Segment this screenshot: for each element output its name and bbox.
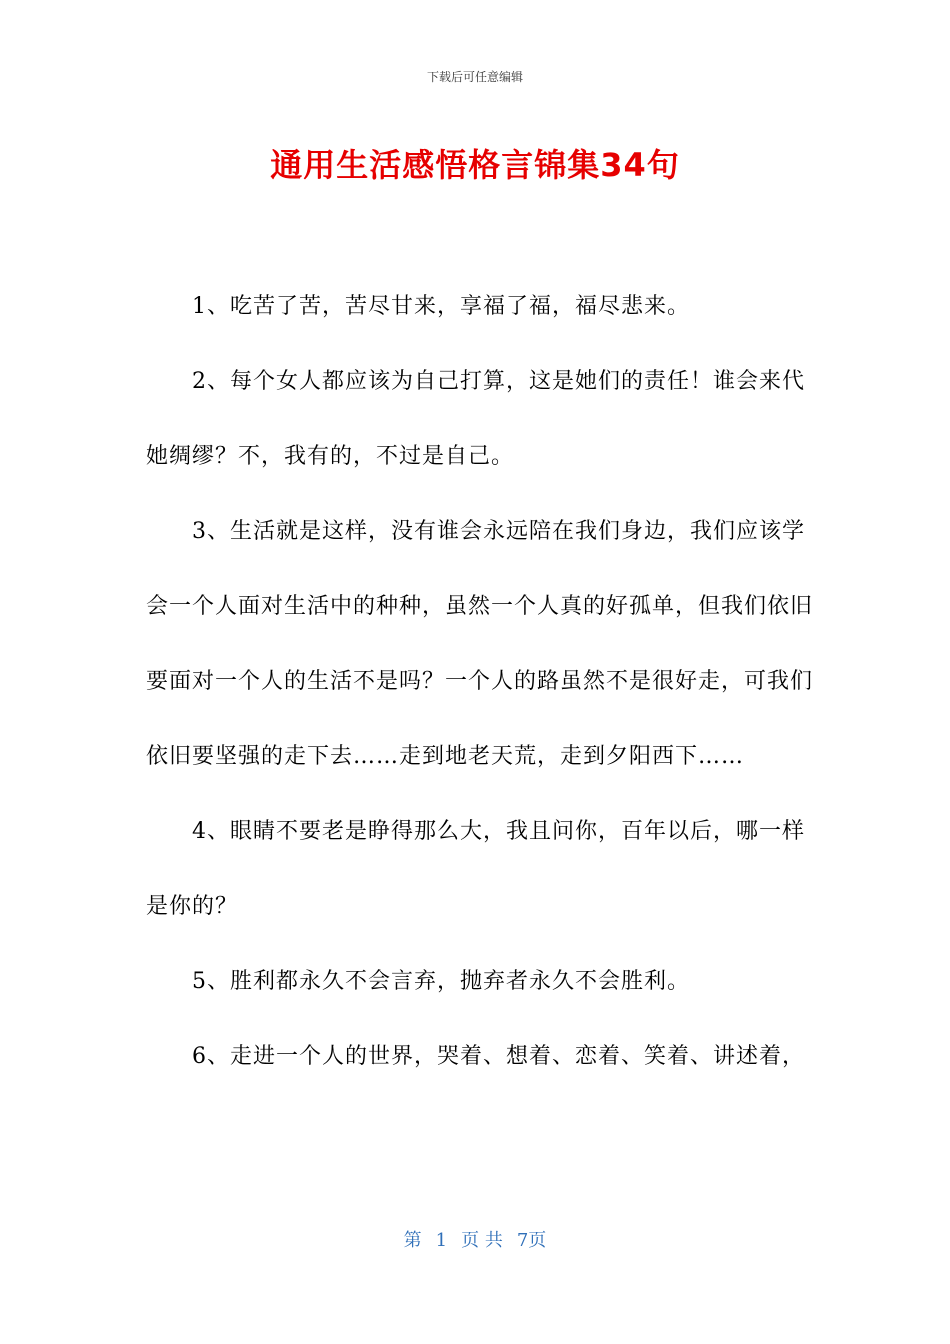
- page-footer: [0, 1226, 950, 1252]
- paragraph-2: 2、每个女人都应该为自己打算，这是她们的责任！谁会来代她绸缪？不，我有的，不过是自己。: [146, 369, 805, 469]
- document-body: [146, 269, 816, 1094]
- document-title: 通用生活感悟格言锦集34句: [270, 146, 680, 184]
- paragraph-6: 6、走进一个人的世界，哭着、想着、恋着、笑着、讲述着，: [192, 1044, 805, 1069]
- paragraph-4: 4、眼睛不要老是睁得那么大，我且问你，百年以后，哪一样是你的？: [146, 819, 805, 919]
- footer-middle: 页 共: [461, 1230, 503, 1251]
- paragraph-1: 1、吃苦了苦，苦尽甘来，享福了福，福尽悲来。: [192, 294, 690, 319]
- header-note: 下载后可任意编辑: [426, 70, 523, 84]
- footer-current-page: 1: [435, 1230, 448, 1251]
- paragraph-5: 5、胜利都永久不会言弃，抛弃者永久不会胜利。: [192, 969, 690, 994]
- footer-prefix: 第: [403, 1230, 422, 1251]
- paragraph-3: 3、生活就是这样，没有谁会永远陪在我们身边，我们应该学会一个人面对生活中的种种，虽然一个人真的好孤单，但我们依旧要面对一个人的生活不是吗？一个人的路虽然不是很好走，可我们依旧要坚强的走下去……走到地老天荒，走到夕阳西下……: [146, 519, 814, 769]
- footer-total-pages: 7页: [516, 1230, 547, 1251]
